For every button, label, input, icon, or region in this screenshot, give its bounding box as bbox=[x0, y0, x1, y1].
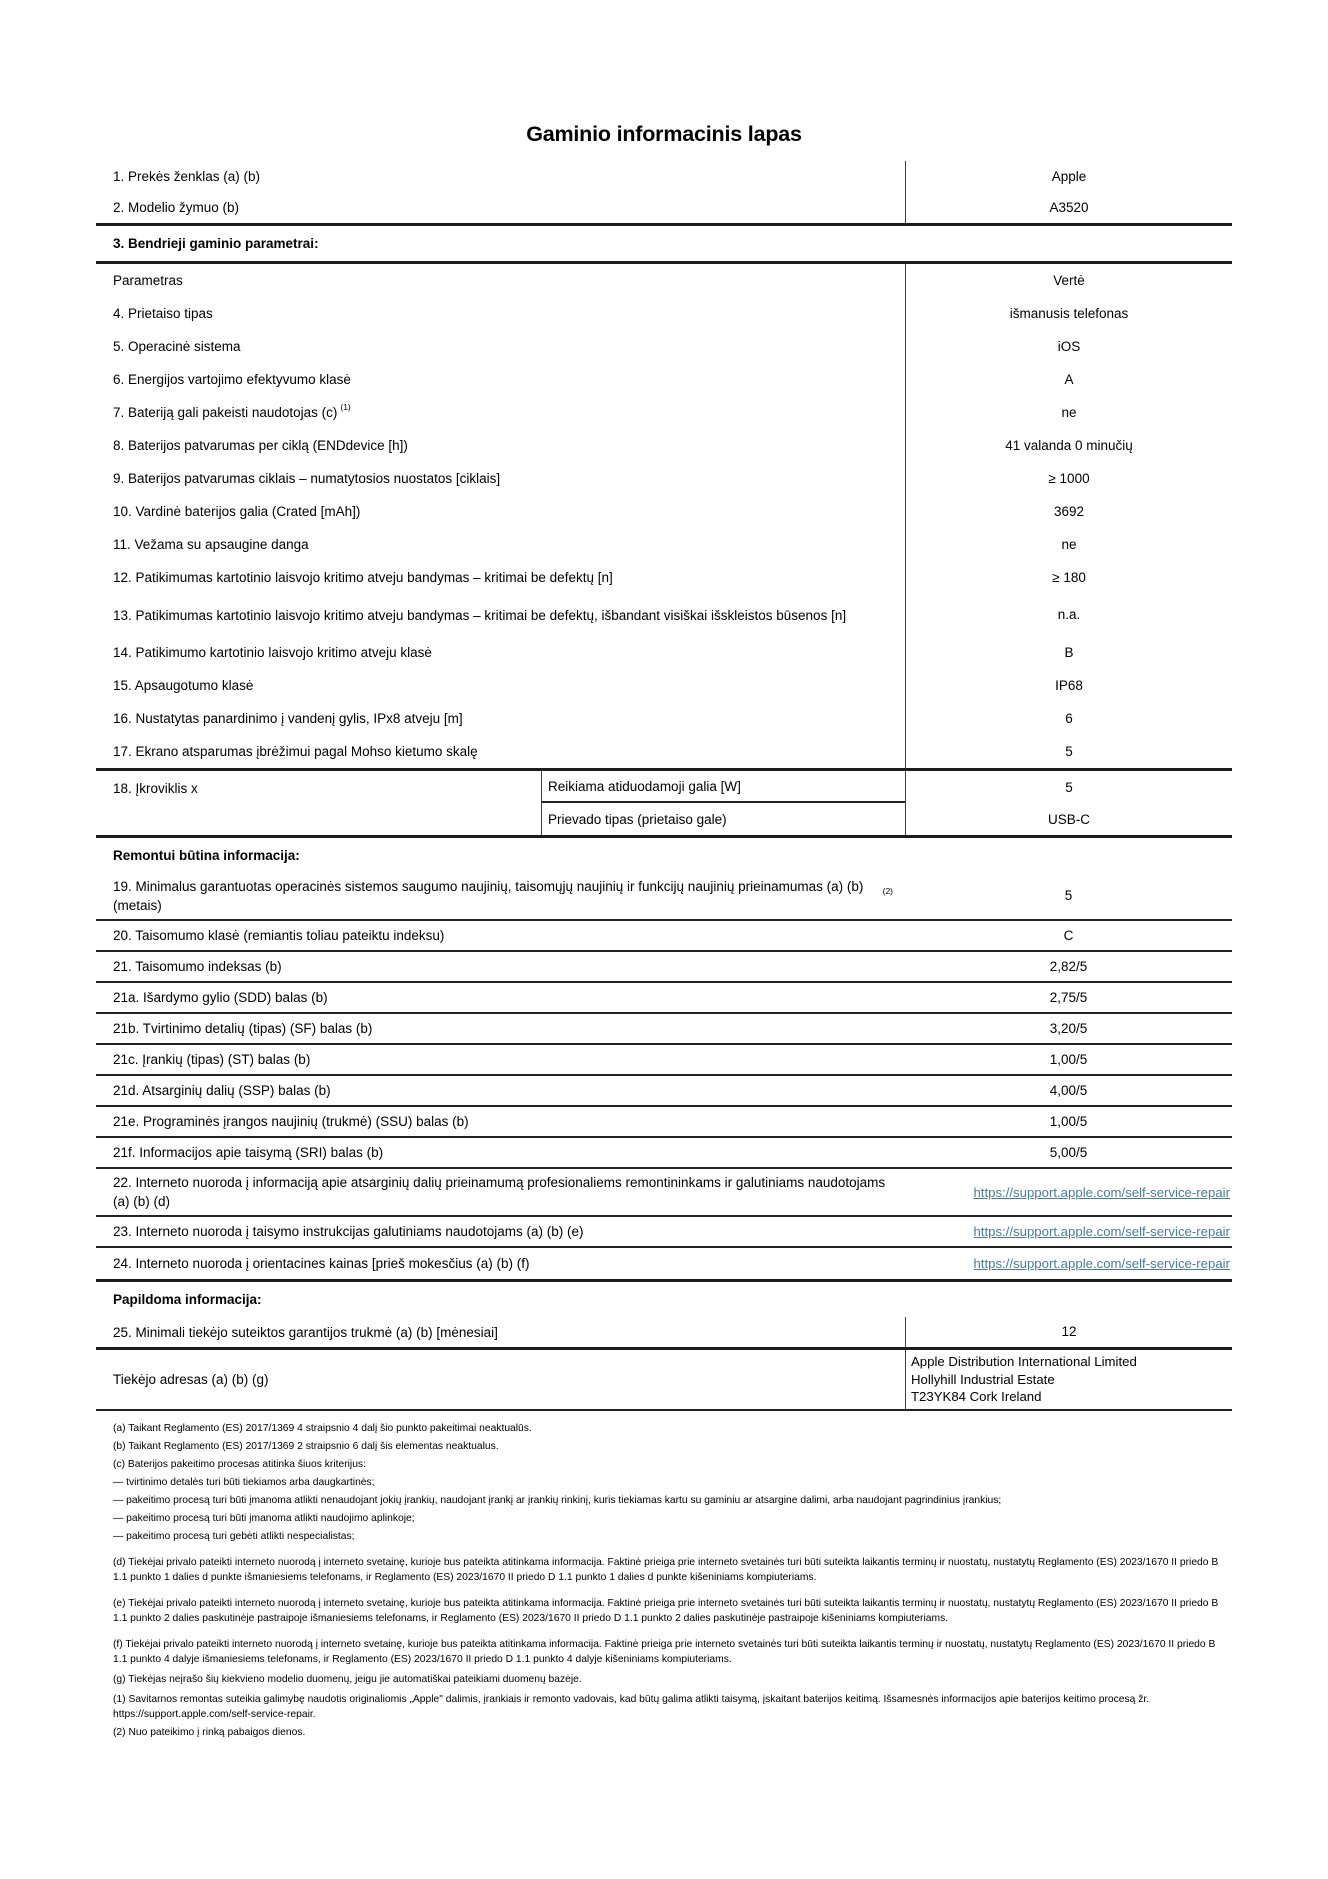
row-fasteners bbox=[96, 1014, 1232, 1045]
row-disassembly-depth bbox=[96, 983, 1232, 1014]
row-value bbox=[905, 1248, 1232, 1279]
row-label: 7. Bateriją gali pakeisti naudotojas (c) $^{(1)}$ bbox=[96, 396, 905, 429]
row-battery-endurance-cycles bbox=[96, 462, 1232, 495]
row-label: 21b. Tvirtinimo detalių (tipas) (SF) balas (b) bbox=[113, 1021, 373, 1036]
row-free-fall-unfolded bbox=[96, 594, 1232, 636]
footnotes bbox=[96, 1411, 1232, 1740]
support-link[interactable]: https://support.apple.com/self-service-repair bbox=[973, 1224, 1230, 1239]
support-link[interactable]: https://support.apple.com/self-service-repair bbox=[973, 1184, 1230, 1200]
row-repairability-class bbox=[96, 921, 1232, 952]
row-label: 21a. Išardymo gylio (SDD) balas (b) bbox=[113, 990, 328, 1005]
repair-section bbox=[96, 873, 1232, 1279]
footnote-c: (c) Baterijos pakeitimo procesas atitinka šiuos kriterijus: bbox=[113, 1458, 366, 1470]
row-value: 3,20/5 bbox=[1049, 1020, 1088, 1036]
footnote-ref-1: (1) bbox=[340, 402, 351, 412]
footnote-d: (d) Tiekėjai privalo pateikti interneto nuorodą į interneto svetainę, kurioje bus pateikta atitinkama informacija. Faktinė prieiga prie interneto svetainės turi būti suteikta laikantis terminų ir nuostatų, nustatytų Reglamento (ES) 2023/1670 II priedo B 1.1 punkto 1 dalies d punkte išmaniesiems telefonams, ir Reglamento (ES) 2023/1670 II priedo D 1.1 punkto 1 dalies d punkte kišeniniams kompiuteriams. bbox=[113, 1556, 1219, 1583]
row-label: 23. Interneto nuoroda į taisymo instrukcijas galutiniams naudotojams (a) (b) (e) bbox=[113, 1224, 584, 1239]
row-battery-endurance-cycle bbox=[96, 429, 1232, 462]
general-section bbox=[96, 264, 1232, 768]
row-label: 4. Prietaiso tipas bbox=[113, 306, 213, 321]
row-value: C bbox=[1063, 927, 1074, 943]
row-label: 16. Nustatytas panardinimo į vandenį gylis, IPx8 atveju [m] bbox=[113, 711, 463, 726]
footnote-1: (1) Savitarnos remontas suteikia galimybę naudotis originaliomis „Apple" dalimis, įrankiais ir remonto vadovais, kad būtų galima atlikti taisymą, įskaitant baterijos keitimą. Išsamesnės informacijos apie baterijos keitimo procesą žr. https://support.apple.com/self-service-repair. bbox=[113, 1693, 1150, 1720]
row-spare-parts-link bbox=[96, 1169, 1232, 1217]
footnote-c-item: — pakeitimo procesą turi gebėti atlikti nespecialistas; bbox=[113, 1530, 355, 1542]
supplier-address bbox=[905, 1350, 1232, 1409]
row-value bbox=[905, 1217, 1232, 1246]
row-tools bbox=[96, 1045, 1232, 1076]
section-general-header: 3. Bendrieji gaminio parametrai: bbox=[96, 226, 1232, 264]
row-value: B bbox=[905, 636, 1232, 669]
row-value: 6 bbox=[905, 702, 1232, 735]
row-value: 5 bbox=[1064, 888, 1073, 903]
identity-section bbox=[96, 161, 1232, 226]
page-title: Gaminio informacinis lapas bbox=[526, 122, 802, 146]
footnote-c-item: — pakeitimo procesą turi būti įmanoma atlikti naudojimo aplinkoje; bbox=[113, 1512, 415, 1524]
document-page bbox=[96, 0, 1232, 1743]
row-value: ne bbox=[905, 396, 1232, 429]
row-value bbox=[905, 1169, 1232, 1215]
row-label: 20. Taisomumo klasė (remiantis toliau pateiktu indeksu) bbox=[113, 928, 445, 943]
row-label: 21c. Įrankių (tipas) (ST) balas (b) bbox=[113, 1052, 311, 1067]
subrow-value: USB-C bbox=[905, 803, 1232, 835]
row-label: 13. Patikimumas kartotinio laisvojo kritimo atveju bandymas – kritimai be defektų, išbandant visiškai išskleistos būsenos [n] bbox=[113, 607, 847, 623]
row-energy-class bbox=[96, 363, 1232, 396]
row-battery-user-replaceable bbox=[96, 396, 1232, 429]
row-label: 19. Minimalus garantuotas operacinės sistemos saugumo naujinių, taisomųjų naujinių ir funkcijų naujinių prieinamumas (a) (b) (metais) $^{(2)}$ bbox=[113, 879, 893, 913]
row-free-fall-no-defects bbox=[96, 561, 1232, 594]
footnote-c-item: — pakeitimo procesą turi būti įmanoma atlikti nenaudojant jokių įrankių, naudojant įrankį ar įrankių rinkinį, kuris tiekiamas kartu su gaminiu ar atsargine dalimi, arba naudojant pagrindinius įrankius; bbox=[113, 1494, 1002, 1506]
row-label: 15. Apsaugotumo klasė bbox=[113, 678, 254, 693]
row-label: 8. Baterijos patvarumas per ciklą (ENDdevice [h]) bbox=[113, 438, 408, 453]
row-value: 2,75/5 bbox=[1049, 989, 1088, 1005]
row-value: 1,00/5 bbox=[1049, 1051, 1088, 1067]
support-link[interactable]: https://support.apple.com/self-service-repair bbox=[973, 1256, 1230, 1271]
row-brand bbox=[96, 161, 1232, 192]
row-immersion-depth bbox=[96, 702, 1232, 735]
row-supplier-address bbox=[96, 1350, 1232, 1411]
section-repair-header: Remontui būtina informacija: bbox=[113, 848, 300, 863]
row-repair-information bbox=[96, 1138, 1232, 1169]
row-label: 22. Interneto nuoroda į informaciją apie atsarginių dalių prieinamumą profesionaliems remontininkams ir galutiniams naudotojams (a) (b) (d) bbox=[113, 1175, 886, 1209]
row-column-headers bbox=[96, 264, 1232, 297]
row-repairability-index bbox=[96, 952, 1232, 983]
charger-subrow-power bbox=[541, 771, 1232, 803]
row-value: 3692 bbox=[905, 495, 1232, 528]
row-value: 1,00/5 bbox=[1049, 1113, 1088, 1129]
row-model bbox=[96, 192, 1232, 223]
row-value: n.a. bbox=[905, 594, 1232, 636]
address-line: Hollyhill Industrial Estate bbox=[911, 1371, 1055, 1387]
row-label: 21e. Programinės įrangos naujinių (trukmė) (SSU) balas (b) bbox=[113, 1114, 469, 1129]
row-value: ne bbox=[905, 528, 1232, 561]
row-indicative-prices-link bbox=[96, 1248, 1232, 1279]
row-label: 2. Modelio žymuo (b) bbox=[113, 200, 240, 215]
address-line: Apple Distribution International Limited bbox=[911, 1354, 1137, 1369]
footnote-f: (f) Tiekėjai privalo pateikti interneto nuorodą į interneto svetainę, kurioje bus pateikta atitinkama informacija. Faktinė prieiga prie interneto svetainės turi būti suteikta laikantis terminų ir nuostatų, nustatytų Reglamento (ES) 2023/1670 II priedo B 1.1 punkto 4 dalyje išmaniesiems telefonams, ir Reglamento (ES) 2023/1670 II priedo D 1.1 punkto 4 dalyje kišeniniams kompiuteriams. bbox=[113, 1638, 1216, 1665]
row-value: 5 bbox=[905, 735, 1232, 768]
row-free-fall-class bbox=[96, 636, 1232, 669]
row-label: 1. Prekės ženklas (a) (b) bbox=[113, 169, 261, 184]
row-label: Tiekėjo adresas (a) (b) (g) bbox=[113, 1371, 269, 1387]
row-os-updates-availability bbox=[96, 873, 1232, 921]
row-label: 24. Interneto nuoroda į orientacines kainas [prieš mokesčius (a) (b) (f) bbox=[113, 1256, 530, 1271]
footnote-e: (e) Tiekėjai privalo pateikti interneto nuorodą į interneto svetainę, kurioje bus pateikta atitinkama informacija. Faktinė prieiga prie interneto svetainės turi būti suteikta laikantis terminų ir nuostatų, nustatytų Reglamento (ES) 2023/1670 II priedo B 1.1 punkto 2 dalies paskutinėje pastraipoje išmaniesiems telefonams, ir Reglamento (ES) 2023/1670 II priedo D 1.1 punkto 2 dalies paskutinėje pastraipoje kišeniniams kompiuteriams. bbox=[113, 1597, 1219, 1624]
row-value: A bbox=[905, 363, 1232, 396]
row-spare-parts bbox=[96, 1076, 1232, 1107]
footnote-2: (2) Nuo pateikimo į rinką pabaigos dienos. bbox=[113, 1726, 306, 1738]
section-additional-header: Papildoma informacija: bbox=[96, 1279, 1232, 1317]
row-label: 5. Operacinė sistema bbox=[113, 339, 241, 354]
row-label: 17. Ekrano atsparumas įbrėžimui pagal Mohso kietumo skalę bbox=[113, 744, 478, 759]
address-line: T23YK84 Cork Ireland bbox=[911, 1389, 1042, 1404]
subrow-value: 5 bbox=[905, 771, 1232, 803]
row-charger bbox=[96, 768, 1232, 838]
row-value: ≥ 1000 bbox=[905, 462, 1232, 495]
row-value: 4,00/5 bbox=[1049, 1082, 1088, 1098]
row-value: 2,82/5 bbox=[1049, 958, 1088, 974]
charger-subrow-port bbox=[541, 803, 1232, 835]
row-value: A3520 bbox=[905, 192, 1232, 223]
row-value: 5,00/5 bbox=[1049, 1144, 1088, 1160]
row-label: 25. Minimali tiekėjo suteiktos garantijos trukmė (a) (b) [mėnesiai] bbox=[113, 1324, 498, 1340]
row-label: 9. Baterijos patvarumas ciklais – numatytosios nuostatos [ciklais] bbox=[113, 471, 501, 486]
row-label: 14. Patikimumo kartotinio laisvojo kritimo atveju klasė bbox=[113, 645, 432, 660]
row-value: IP68 bbox=[905, 669, 1232, 702]
row-label: 10. Vardinė baterijos galia (Crated [mAh]) bbox=[113, 504, 361, 519]
row-warranty bbox=[96, 1317, 1232, 1350]
row-protective-cover bbox=[96, 528, 1232, 561]
row-battery-capacity bbox=[96, 495, 1232, 528]
row-value: iOS bbox=[905, 330, 1232, 363]
row-software-updates bbox=[96, 1107, 1232, 1138]
row-device-type bbox=[96, 297, 1232, 330]
row-label: 21. Taisomumo indeksas (b) bbox=[113, 959, 282, 974]
footnote-c-item: — tvirtinimo detalės turi būti tiekiamos arba daugkartinės; bbox=[113, 1476, 375, 1488]
footnote-ref-2: (2) bbox=[882, 885, 893, 896]
column-header-value: Vertė bbox=[905, 264, 1232, 297]
subrow-label: Prievado tipas (prietaiso gale) bbox=[541, 803, 905, 835]
row-label: 21d. Atsarginių dalių (SSP) balas (b) bbox=[113, 1083, 331, 1098]
row-repair-instructions-link bbox=[96, 1217, 1232, 1248]
row-value: 41 valanda 0 minučių bbox=[905, 429, 1232, 462]
subrow-label: Reikiama atiduodamoji galia [W] bbox=[541, 771, 905, 803]
row-label: 18. Įkroviklis x bbox=[113, 781, 198, 796]
row-ingress-protection bbox=[96, 669, 1232, 702]
row-label: 21f. Informacijos apie taisymą (SRI) balas (b) bbox=[113, 1145, 384, 1160]
charger-subtable bbox=[541, 771, 1232, 835]
footnote-g: (g) Tiekėjas neįrašo šių kiekvieno modelio duomenų, jeigu jie automatiškai pateikiami duomenų bazėje. bbox=[113, 1673, 582, 1685]
row-os bbox=[96, 330, 1232, 363]
row-value: išmanusis telefonas bbox=[905, 297, 1232, 330]
row-label: 12. Patikimumas kartotinio laisvojo kritimo atveju bandymas – kritimai be defektų [n] bbox=[113, 570, 613, 585]
column-header-param: Parametras bbox=[113, 273, 183, 288]
row-value: Apple bbox=[905, 161, 1232, 192]
row-label: 11. Vežama su apsaugine danga bbox=[113, 537, 309, 552]
row-value: ≥ 180 bbox=[905, 561, 1232, 594]
row-value: 12 bbox=[905, 1317, 1232, 1347]
footnote-b: (b) Taikant Reglamento (ES) 2017/1369 2 straipsnio 6 dalį šis elementas neaktualus. bbox=[113, 1440, 499, 1452]
row-label: 6. Energijos vartojimo efektyvumo klasė bbox=[113, 372, 351, 387]
row-scratch-resistance bbox=[96, 735, 1232, 768]
footnote-a: (a) Taikant Reglamento (ES) 2017/1369 4 straipsnio 4 dalį šio punkto pakeitimai neaktualūs. bbox=[113, 1422, 532, 1434]
